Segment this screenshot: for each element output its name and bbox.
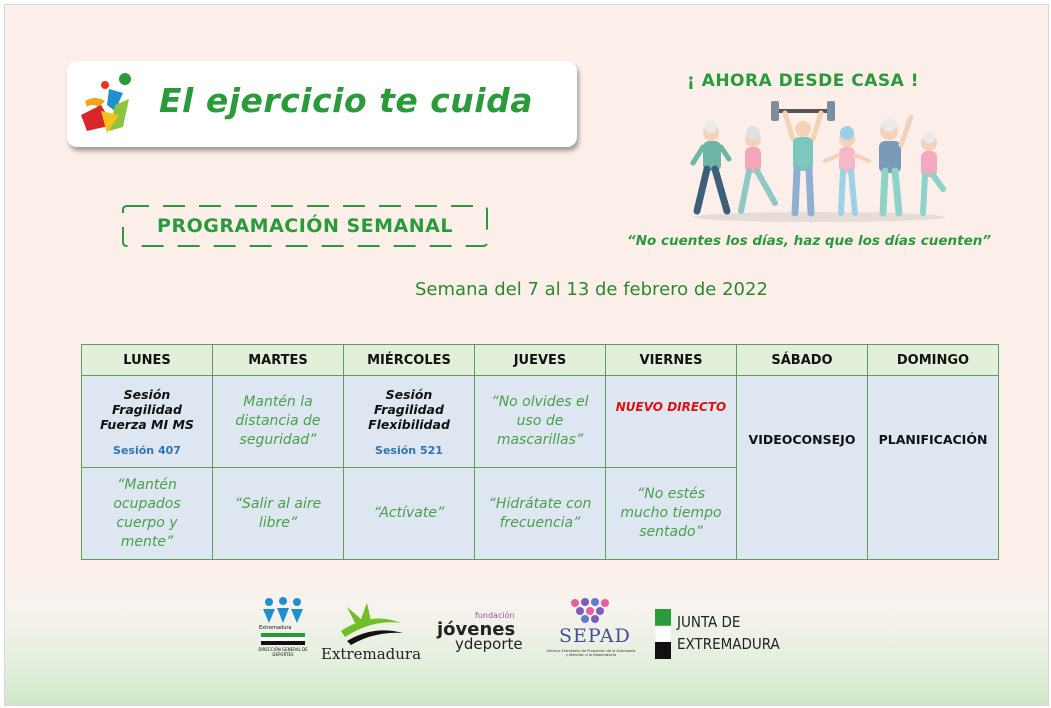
session-title: Sesión Fragilidad Fuerza MI MS (100, 386, 194, 432)
day-header: LUNES (82, 345, 213, 376)
tip-text: “Actívate” (373, 505, 445, 521)
sepad-subtitle: Servicio Extremeño de Promoción de la Autonomía y Atención a la Dependencia (546, 649, 636, 657)
weekly-program-text: PROGRAMACIÓN SEMANAL (157, 215, 453, 237)
fundacion-bottom-text: ydeporte (455, 635, 523, 653)
tip-text: “Salir al aire libre” (234, 495, 322, 531)
cell-miercoles-session (344, 376, 475, 468)
dgd-logo (258, 597, 308, 669)
fundacion-jovenes-logo (437, 611, 545, 661)
junta-line2: EXTREMADURA (677, 635, 780, 653)
day-header: DOMINGO (868, 345, 999, 376)
day-header: JUEVES (475, 345, 606, 376)
extremadura-logo (321, 601, 421, 663)
tip-text: Mantén la distancia de seguridad” (235, 394, 321, 448)
cell-lunes-tip (82, 468, 213, 560)
dgd-region-text: Extremadura (259, 625, 292, 631)
tip-text: “No olvides el uso de mascarillas” (491, 394, 589, 448)
dgd-text: DIRECCIÓN GENERAL DE DEPORTES (258, 647, 308, 657)
cell-martes-tip (213, 376, 344, 468)
day-header: MARTES (213, 345, 344, 376)
table-row (82, 376, 999, 468)
exercising-seniors-illustration-icon (689, 99, 951, 223)
cell-domingo (868, 376, 999, 560)
fundacion-top-text: jóvenes (437, 619, 516, 640)
flag-stripes-icon (261, 633, 305, 645)
live-badge: NUEVO DIRECTO (615, 400, 727, 414)
weekly-schedule-table (81, 344, 999, 560)
week-label: Semana del 7 al 13 de febrero de 2022 (415, 279, 768, 300)
session-title: Sesión Fragilidad Flexibilidad (368, 386, 450, 432)
weekly-program-label (121, 204, 489, 248)
cell-miercoles-tip (344, 468, 475, 560)
tip-text: “No estés mucho tiempo sentado” (620, 486, 722, 540)
cell-viernes-live (606, 376, 737, 468)
extremadura-swoosh-icon (321, 601, 421, 645)
promo-headline: ¡ AHORA DESDE CASA ! (687, 71, 919, 91)
session-number: Sesión 407 (113, 443, 181, 457)
junta-extremadura-logo (655, 609, 785, 659)
tip-text: “Mantén ocupados cuerpo y mente” (113, 476, 181, 550)
day-header: MIÉRCOLES (344, 345, 475, 376)
junta-line1: JUNTA DE (677, 613, 741, 631)
people-group-icon (261, 597, 305, 625)
program-title: El ejercicio te cuida (159, 81, 533, 120)
sepad-dots-icon (569, 597, 613, 625)
cell-sabado (737, 376, 868, 560)
cell-lunes-session (82, 376, 213, 468)
table-header-row (82, 345, 999, 376)
motivational-quote: “No cuentes los días, haz que los días cuenten” (627, 233, 992, 249)
title-banner (67, 61, 577, 147)
sepad-text: SEPAD (559, 625, 631, 647)
session-number: Sesión 521 (375, 443, 443, 457)
cell-jueves-tip (475, 376, 606, 468)
cell-viernes-tip (606, 468, 737, 560)
day-header: SÁBADO (737, 345, 868, 376)
cell-jueves-tip (475, 468, 606, 560)
sabado-activity: VIDEOCONSEJO (748, 432, 856, 447)
extremadura-text: Extremadura (321, 645, 422, 663)
cell-martes-tip (213, 468, 344, 560)
junta-flag-icon (655, 609, 671, 659)
page (4, 4, 1049, 706)
domingo-activity: PLANIFICACIÓN (878, 432, 988, 447)
tip-text: “Hidrátate con frecuencia” (488, 495, 592, 531)
fundacion-small-text: fundación (475, 611, 515, 620)
footer-logos (255, 597, 795, 669)
sepad-logo (545, 597, 637, 667)
program-logo-icon (79, 71, 137, 137)
day-header: VIERNES (606, 345, 737, 376)
